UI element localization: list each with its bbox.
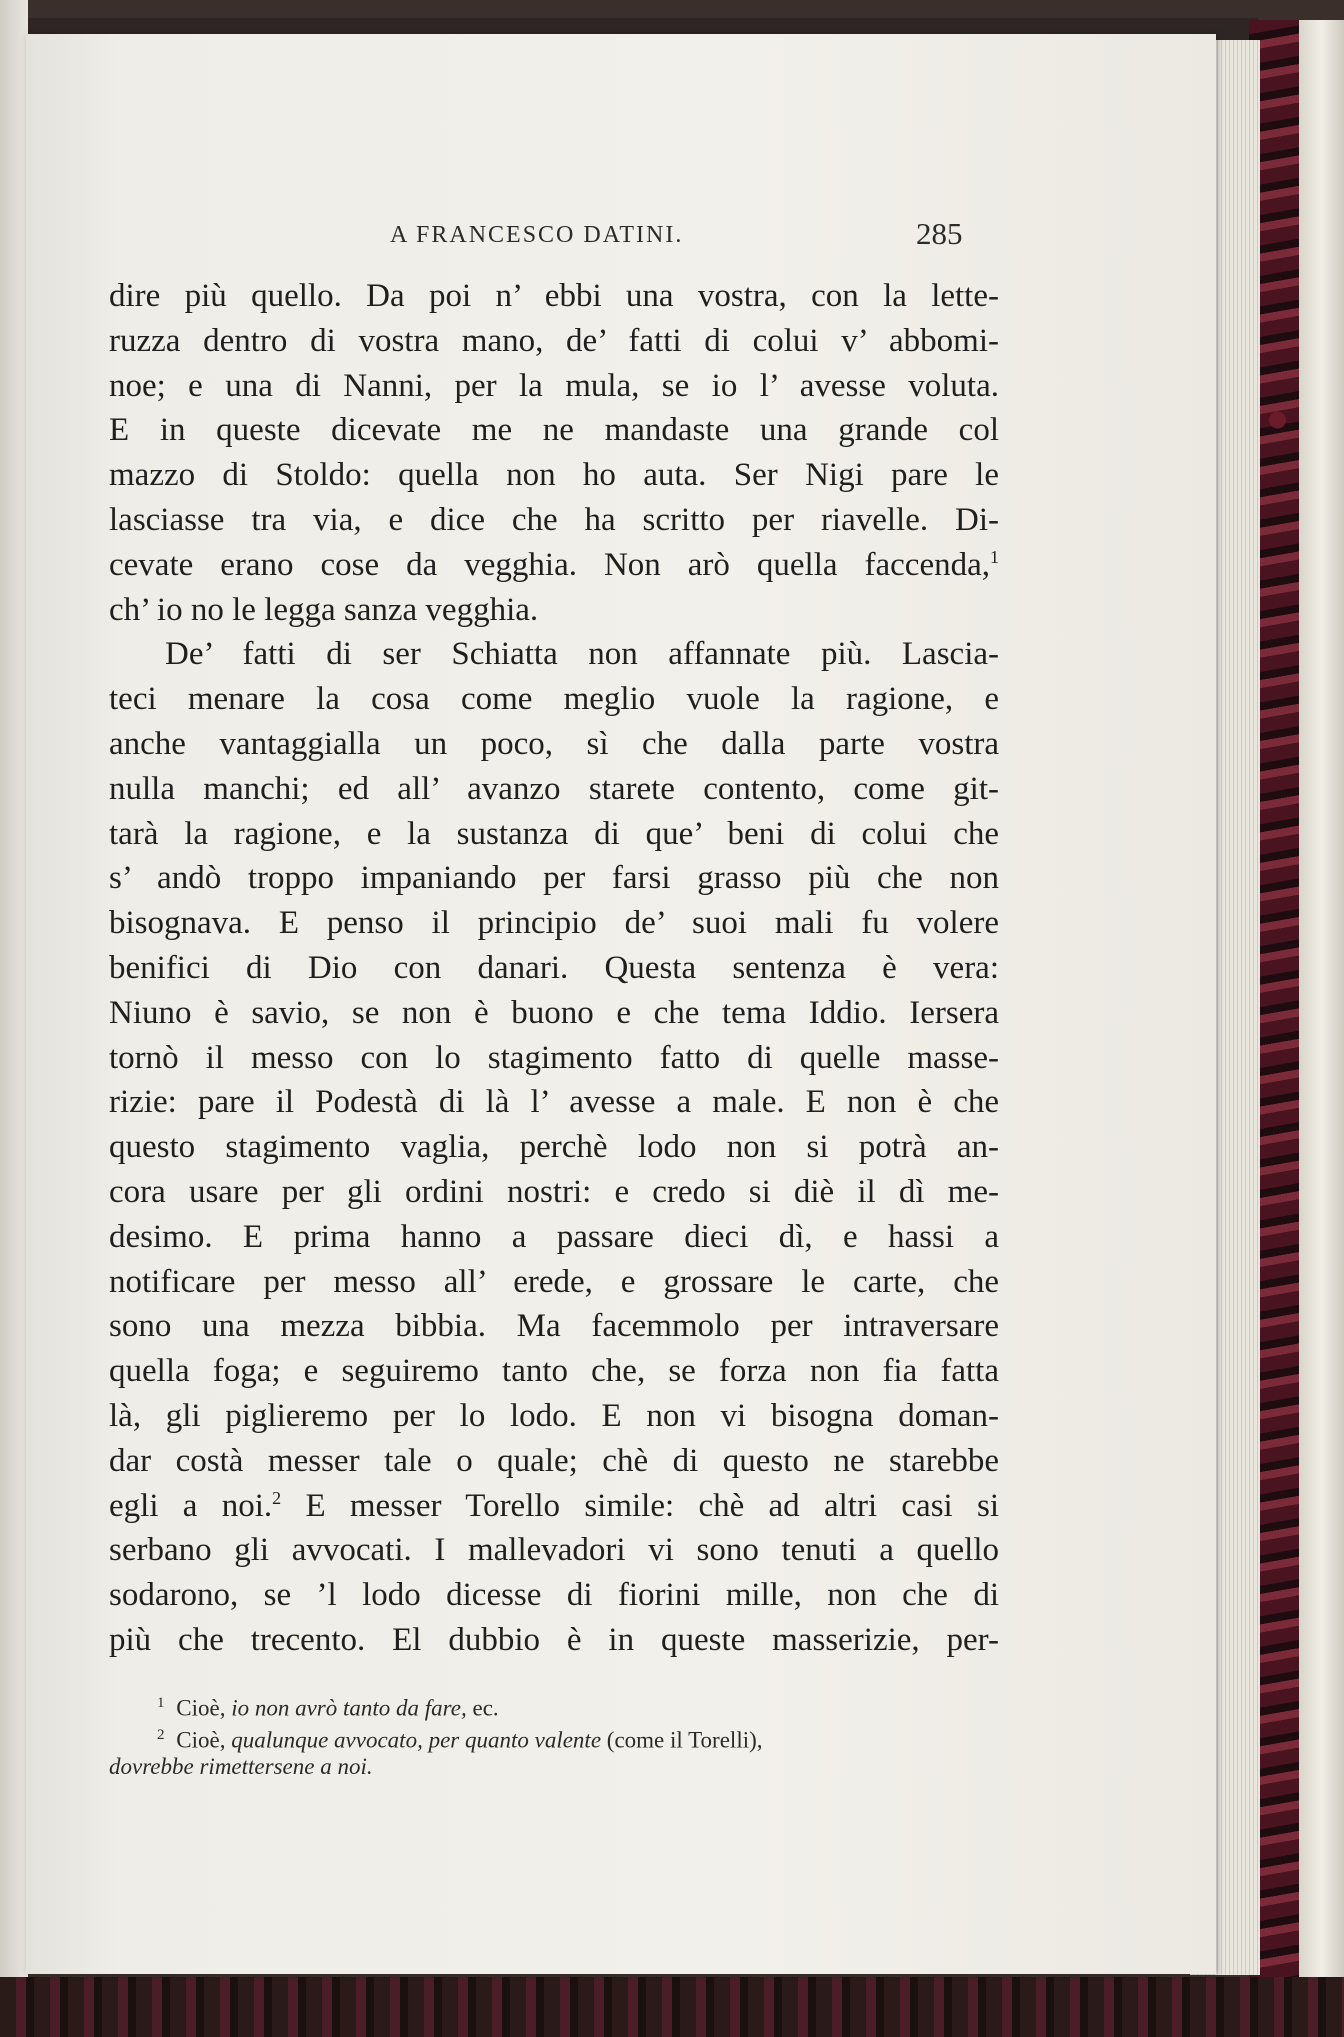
text-line: serbano gli avvocati. I mallevadori vi sono tenuti a quello [109,1532,999,1569]
text-line: De’ fatti di ser Schiatta non affannate più. Lascia- [165,636,999,673]
footnote-continuation: dovrebbe rimettersene a noi. [109,1754,373,1779]
text-line: tornò il messo con lo stagimento fatto di quelle masse- [109,1039,999,1076]
footnote-2 [109,1719,999,1751]
footnote-italic: io non avrò tanto da fare, [231,1695,467,1721]
text-line: là, gli piglieremo per lo lodo. E non vi bisogna doman- [109,1397,999,1434]
text-line: lasciasse tra via, e dice che ha scritto per riavelle. Di- [109,501,999,538]
text-line-content: E messer Torello simile: chè ad altri casi si [305,1487,999,1524]
running-title: A FRANCESCO DATINI. [390,222,684,248]
text-line: E in queste dicevate me ne mandaste una grande col [109,412,999,449]
footnote-number: 1 [157,1695,165,1711]
text-line [109,1484,999,1529]
text-line: dire più quello. Da poi n’ ebbi una vostra, con la lette- [109,278,999,314]
footnotes [109,1687,999,1783]
text-line: ch’ io no le legga sanza vegghia. [109,591,539,628]
text-line: noe; e una di Nanni, per la mula, se io l’ avesse voluta. [109,367,999,404]
body-text [109,274,999,1663]
text-line: tarà la ragione, e la sustanza di que’ beni di colui che [109,815,999,852]
text-line-content: cevate erano cose da vegghia. Non arò quella faccenda, [109,546,990,583]
footnote-prefix: Cioè, [176,1727,226,1753]
running-head [26,216,1216,256]
book-page [26,34,1216,1974]
text-line-content: egli a noi. [109,1487,273,1524]
footnote-suffix: ec. [472,1695,499,1721]
text-line: più che trecento. El dubbio è in queste masserizie, per- [109,1621,999,1658]
text-line: benifici di Dio con danari. Questa sentenza è vera: [109,949,999,986]
footnote-mark: 1 [990,546,999,567]
text-line: cora usare per gli ordini nostri: e credo si diè il dì me- [109,1173,999,1210]
text-line: dar costà messer tale o quale; chè di questo ne starebbe [109,1442,999,1479]
text-line [109,543,999,588]
text-line: quella foga; e seguiremo tanto che, se forza non fia fatta [109,1353,999,1390]
text-line: bisognava. E penso il principio de’ suoi mali fu volere [109,905,999,942]
text-line: Niuno è savio, se non è buono e che tema Iddio. Iersera [109,994,999,1031]
text-line: sodarono, se ’l lodo dicesse di fiorini mille, non che di [109,1577,999,1614]
page-number: 285 [916,216,963,251]
footnote-2-continuation [109,1751,999,1783]
text-line: ruzza dentro di vostra mano, de’ fatti di colui v’ abbomi- [109,322,999,359]
footnote-mark: 2 [272,1487,282,1508]
book-spine-cloth [1299,20,1344,2020]
footnote-italic: qualunque avvocato, per quanto valente [231,1727,602,1753]
book-cover-bottom-edge [0,1977,1344,2037]
footnote-number: 2 [157,1727,165,1743]
text-line: s’ andò troppo impaniando per farsi grasso più che non [109,860,999,897]
text-line: notificare per messo all’ erede, e grossare le carte, che [109,1263,999,1300]
adjacent-page-edge [0,0,28,2037]
footnote-prefix: Cioè, [176,1695,226,1721]
text-line: teci menare la cosa come meglio vuole la ragione, e [109,681,999,718]
text-line: desimo. E prima hanno a passare dieci dì, e hassi a [109,1218,999,1255]
footnote-suffix: (come il Torelli), [606,1727,763,1753]
footnote-1 [109,1687,999,1719]
text-line: questo stagimento vaglia, perchè lodo non si potrà an- [109,1129,999,1166]
text-line: sono una mezza bibbia. Ma facemmolo per intraversare [109,1308,999,1345]
text-line: rizie: pare il Podestà di là l’ avesse a male. E non è che [109,1084,999,1121]
text-line: mazzo di Stoldo: quella non ho auta. Ser Nigi pare le [109,457,999,494]
text-line: anche vantaggialla un poco, sì che dalla parte vostra [109,725,999,762]
book-cover-marbled-edge [1249,20,1344,2020]
text-line: nulla manchi; ed all’ avanzo starete contento, come git- [109,770,999,807]
